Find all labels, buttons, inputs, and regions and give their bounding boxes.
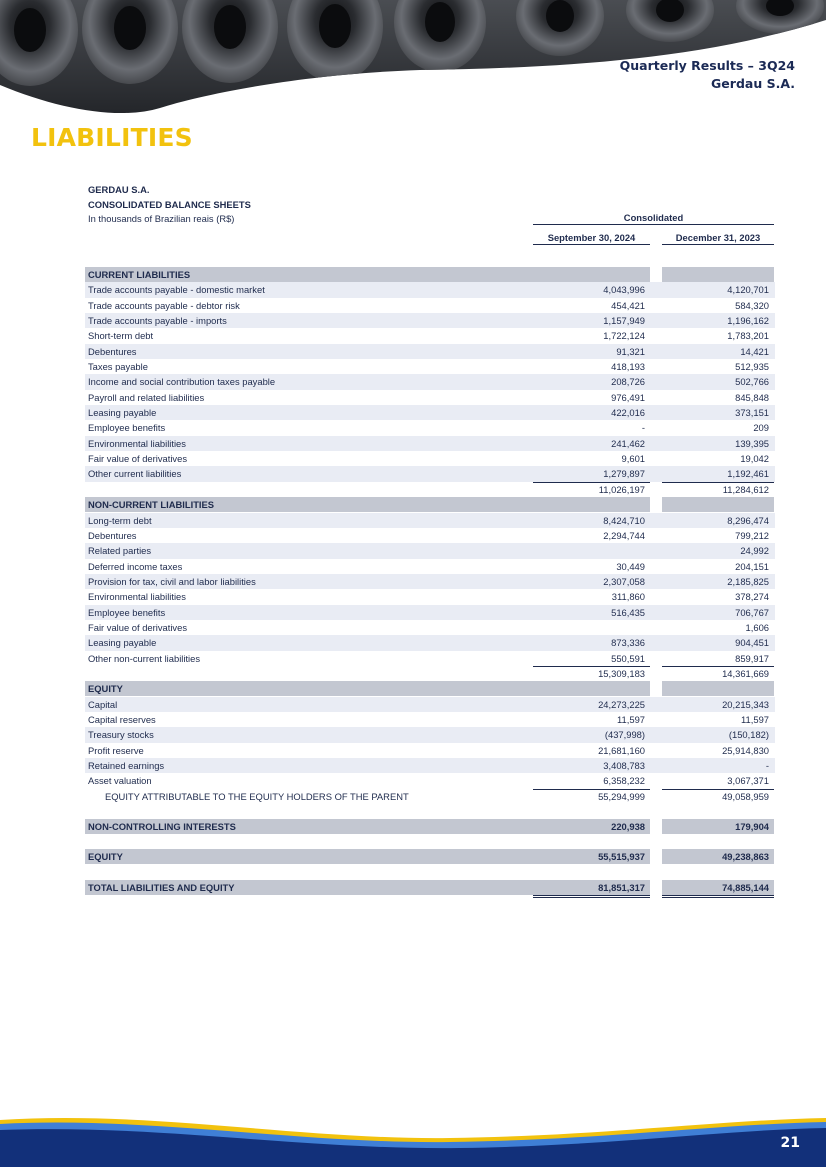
table-row xyxy=(85,359,775,374)
value-sep-2024: 208,726 xyxy=(611,376,645,388)
value-sep-2024: 418,193 xyxy=(611,361,645,373)
table-row xyxy=(85,451,775,466)
row-label: Treasury stocks xyxy=(88,729,154,741)
value-sep-2024: 311,860 xyxy=(611,591,645,603)
row-label: Profit reserve xyxy=(88,744,144,756)
table-row xyxy=(85,374,775,389)
report-title: Quarterly Results – 3Q24 xyxy=(619,58,795,73)
value-sep-2024: 1,157,949 xyxy=(603,315,645,327)
value-dec-2023: 49,238,863 xyxy=(722,851,769,863)
value-sep-2024: 91,321 xyxy=(616,345,645,357)
value-dec-2023: 25,914,830 xyxy=(722,744,769,756)
table-row xyxy=(85,390,775,405)
footer-wave xyxy=(0,1110,826,1167)
table-row xyxy=(85,405,775,420)
row-label: Taxes payable xyxy=(88,361,148,373)
row-label: Asset valuation xyxy=(88,775,152,787)
row-label: EQUITY xyxy=(88,683,123,695)
value-sep-2024: 15,309,183 xyxy=(533,666,650,681)
value-dec-2023: 1,192,461 xyxy=(727,468,769,480)
row-label: Fair value of derivatives xyxy=(88,621,188,633)
row-label: CURRENT LIABILITIES xyxy=(88,269,191,280)
value-sep-2024: 9,601 xyxy=(621,453,645,465)
row-label: Employee benefits xyxy=(88,422,166,434)
value-sep-2024: 21,681,160 xyxy=(598,744,645,756)
value-dec-2023: 8,296,474 xyxy=(727,514,769,526)
table-row xyxy=(85,758,775,773)
value-dec-2023: 1,196,162 xyxy=(727,315,769,327)
column-header-sep-2024: September 30, 2024 xyxy=(533,232,650,245)
table-row xyxy=(85,635,775,650)
value-sep-2024: 2,307,058 xyxy=(603,575,645,587)
value-sep-2024: 241,462 xyxy=(611,437,645,449)
subtotal-row xyxy=(85,789,775,804)
table-row xyxy=(85,712,775,727)
row-label: Fair value of derivatives xyxy=(88,453,188,465)
table-row xyxy=(85,574,775,589)
value-dec-2023: 706,767 xyxy=(735,606,769,618)
value-sep-2024: 976,491 xyxy=(611,391,645,403)
row-label: EQUITY ATTRIBUTABLE TO THE EQUITY HOLDERS OF THE PARENT xyxy=(105,790,409,802)
row-label: Provision for tax, civil and labor liabilities xyxy=(88,575,256,587)
value-sep-2024: 6,358,232 xyxy=(603,775,645,787)
meta-units: In thousands of Brazilian reais (R$) xyxy=(88,213,235,224)
table-row xyxy=(85,589,775,604)
table-row xyxy=(85,298,775,313)
value-sep-2024: 81,851,317 xyxy=(533,880,650,898)
value-sep-2024: 454,421 xyxy=(611,299,645,311)
value-sep-2024: 2,294,744 xyxy=(603,529,645,541)
value-sep-2024: 30,449 xyxy=(616,560,645,572)
row-label: NON-CURRENT LIABILITIES xyxy=(88,499,215,511)
table-row xyxy=(85,543,775,558)
total-row xyxy=(85,819,775,834)
total-row xyxy=(85,849,775,864)
value-sep-2024: 422,016 xyxy=(611,407,645,419)
spacer-row xyxy=(85,865,775,880)
value-dec-2023: - xyxy=(765,760,769,771)
value-dec-2023: 204,151 xyxy=(735,560,769,572)
meta-statement: CONSOLIDATED BALANCE SHEETS xyxy=(88,198,251,210)
subtotal-row xyxy=(85,482,775,497)
section-header-row xyxy=(85,497,775,512)
row-label: Payroll and related liabilities xyxy=(88,391,205,403)
table-row xyxy=(85,743,775,758)
value-dec-2023: 799,212 xyxy=(735,529,769,541)
value-dec-2023: 1,606 xyxy=(745,621,769,633)
value-sep-2024: (437,998) xyxy=(604,729,645,741)
value-dec-2023: 4,120,701 xyxy=(727,284,769,296)
row-label: Related parties xyxy=(88,545,152,557)
row-label: Capital xyxy=(88,698,118,710)
value-sep-2024: 55,515,937 xyxy=(598,851,645,863)
row-label: TOTAL LIABILITIES AND EQUITY xyxy=(88,881,235,893)
value-dec-2023: 502,766 xyxy=(735,376,769,388)
value-sep-2024: - xyxy=(641,422,645,434)
value-dec-2023: 74,885,144 xyxy=(662,880,774,898)
value-sep-2024: 873,336 xyxy=(611,637,645,649)
value-dec-2023: 584,320 xyxy=(735,299,769,311)
row-label: Leasing payable xyxy=(88,407,157,419)
company-name: Gerdau S.A. xyxy=(711,76,795,91)
value-dec-2023: 209 xyxy=(753,422,769,434)
value-dec-2023: 11,597 xyxy=(741,713,769,725)
table-row xyxy=(85,697,775,712)
value-dec-2023: (150,182) xyxy=(728,729,769,741)
value-sep-2024: 24,273,225 xyxy=(598,698,645,710)
table-row xyxy=(85,528,775,543)
row-label: Retained earnings xyxy=(88,760,165,771)
section-header-row xyxy=(85,267,775,282)
value-dec-2023: 49,058,959 xyxy=(662,789,774,804)
row-label: Other current liabilities xyxy=(88,468,182,480)
value-sep-2024: 550,591 xyxy=(611,652,645,664)
row-label: Trade accounts payable - imports xyxy=(88,315,227,327)
value-dec-2023: 19,042 xyxy=(740,453,769,465)
row-label: EQUITY xyxy=(88,851,123,863)
value-dec-2023: 2,185,825 xyxy=(727,575,769,587)
total-row xyxy=(85,880,775,895)
value-dec-2023: 859,917 xyxy=(735,652,769,664)
row-label: Environmental liabilities xyxy=(88,591,186,603)
row-label: Leasing payable xyxy=(88,637,157,649)
value-sep-2024: 220,938 xyxy=(611,821,645,833)
value-sep-2024: 11,597 xyxy=(617,713,645,725)
section-band xyxy=(662,267,774,282)
value-sep-2024: 1,279,897 xyxy=(603,468,645,480)
section-band xyxy=(662,681,774,696)
value-dec-2023: 512,935 xyxy=(735,361,769,373)
value-dec-2023: 3,067,371 xyxy=(727,775,769,787)
value-dec-2023: 24,992 xyxy=(740,545,769,557)
table-row xyxy=(85,466,775,481)
column-header-dec-2023: December 31, 2023 xyxy=(662,232,774,245)
value-dec-2023: 1,783,201 xyxy=(727,330,769,342)
row-label: Trade accounts payable - debtor risk xyxy=(88,299,240,311)
page-title: LIABILITIES xyxy=(31,123,193,152)
value-sep-2024: 3,408,783 xyxy=(603,760,645,771)
value-sep-2024: 516,435 xyxy=(611,606,645,618)
section-band xyxy=(662,497,774,512)
subtotal-row xyxy=(85,666,775,681)
spacer-row xyxy=(85,834,775,849)
value-dec-2023: 11,284,612 xyxy=(662,482,774,497)
value-dec-2023: 179,904 xyxy=(735,821,769,833)
value-dec-2023: 20,215,343 xyxy=(722,698,769,710)
value-sep-2024: 55,294,999 xyxy=(533,789,650,804)
value-sep-2024: 4,043,996 xyxy=(603,284,645,296)
table-row xyxy=(85,282,775,297)
table-row xyxy=(85,727,775,742)
value-dec-2023: 373,151 xyxy=(735,407,769,419)
row-label: Other non-current liabilities xyxy=(88,652,201,664)
value-sep-2024: 8,424,710 xyxy=(603,514,645,526)
row-label: Capital reserves xyxy=(88,713,156,725)
balance-sheet-table xyxy=(85,267,775,895)
value-sep-2024: 1,722,124 xyxy=(603,330,645,342)
row-label: Short-term debt xyxy=(88,330,154,342)
row-label: Long-term debt xyxy=(88,514,152,526)
table-row xyxy=(85,559,775,574)
value-dec-2023: 139,395 xyxy=(735,437,769,449)
value-dec-2023: 845,848 xyxy=(735,391,769,403)
table-row xyxy=(85,436,775,451)
row-label: Deferred income taxes xyxy=(88,560,183,572)
row-label: Income and social contribution taxes payable xyxy=(88,376,276,388)
value-dec-2023: 904,451 xyxy=(735,637,769,649)
table-row xyxy=(85,773,775,788)
table-row xyxy=(85,620,775,635)
row-label: Trade accounts payable - domestic market xyxy=(88,284,265,296)
table-row xyxy=(85,328,775,343)
row-label: Environmental liabilities xyxy=(88,437,186,449)
table-row xyxy=(85,605,775,620)
column-group-header: Consolidated xyxy=(533,212,774,225)
report-header xyxy=(620,57,795,93)
page-number: 21 xyxy=(780,1135,800,1151)
table-row xyxy=(85,420,775,435)
value-dec-2023: 14,421 xyxy=(740,345,769,357)
row-label: Debentures xyxy=(88,345,137,357)
row-label: NON-CONTROLLING INTERESTS xyxy=(88,821,236,833)
value-dec-2023: 14,361,669 xyxy=(662,666,774,681)
value-sep-2024: 11,026,197 xyxy=(533,482,650,497)
table-row xyxy=(85,651,775,666)
table-row xyxy=(85,344,775,359)
section-header-row xyxy=(85,681,775,696)
statement-meta xyxy=(88,183,251,227)
spacer-row xyxy=(85,804,775,819)
table-row xyxy=(85,313,775,328)
table-row xyxy=(85,513,775,528)
row-label: Debentures xyxy=(88,529,137,541)
meta-company: GERDAU S.A. xyxy=(88,184,150,195)
value-dec-2023: 378,274 xyxy=(735,591,769,603)
row-label: Employee benefits xyxy=(88,606,166,618)
